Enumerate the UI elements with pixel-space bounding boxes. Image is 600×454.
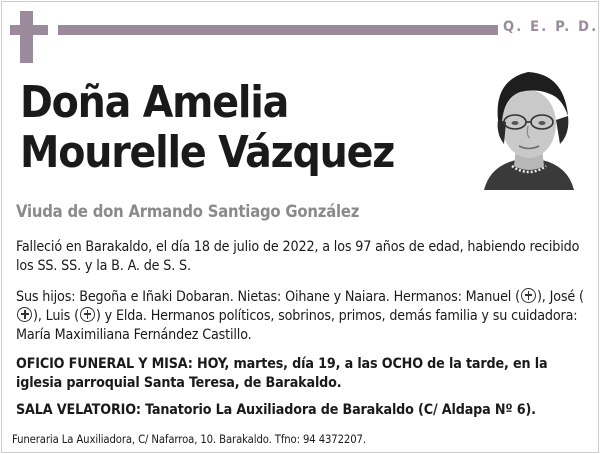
name-line-1: Doña Amelia <box>20 77 289 128</box>
qepd-label: Q. E. P. D. <box>503 19 599 35</box>
encircled-cross-icon <box>80 307 95 322</box>
header-rule <box>58 25 498 35</box>
deceased-name <box>20 78 460 178</box>
widow-of-line: Viuda de don Armando Santiago González <box>16 202 360 221</box>
cross-icon-vertical <box>20 11 33 63</box>
encircled-cross-icon <box>521 288 536 303</box>
encircled-cross-icon <box>17 307 32 322</box>
family-text-c: ), Luis ( <box>33 308 79 324</box>
family-text-b: ), José ( <box>536 289 584 305</box>
family-paragraph <box>16 288 586 345</box>
family-text-a: Sus hijos: Begoña e Iñaki Dobaran. Nietas: Oihane y Naiara. Hermanos: Manuel ( <box>16 289 520 305</box>
death-paragraph: Falleció en Barakaldo, el día 18 de julio de 2022, a los 97 años de edad, habiendo recibido los SS. SS. y la B. A. de S. S. <box>16 239 580 274</box>
name-line-2: Mourelle Vázquez <box>20 127 395 178</box>
funeral-paragraph: OFICIO FUNERAL Y MISA: HOY, martes, día 19, a las OCHO de la tarde, en la iglesia parroquial Santa Teresa, de Barakaldo. <box>16 356 548 391</box>
family-text-d: ) y Elda. Hermanos políticos, sobrinos, primos, demás familia y su cuidadora: María Maximiliana Fernández Castillo. <box>16 308 578 343</box>
wake-paragraph: SALA VELATORIO: Tanatorio La Auxiliadora de Barakaldo (C/ Aldapa Nº 6). <box>16 402 536 418</box>
cross-icon-horizontal <box>10 25 48 35</box>
funeral-home-footer: Funeraria La Auxiliadora, C/ Nafarroa, 10. Barakaldo. Tfno: 94 4372207. <box>12 433 366 446</box>
deceased-portrait <box>476 62 580 190</box>
